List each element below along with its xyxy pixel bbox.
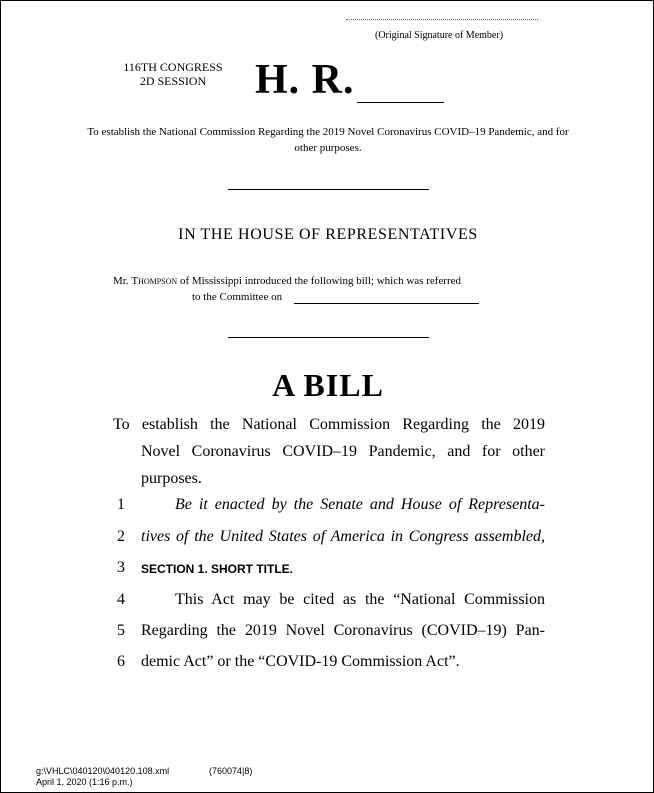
purpose-line-3: purposes. [141, 470, 202, 487]
chamber-heading: IN THE HOUSE OF REPRESENTATIVES [178, 226, 478, 243]
section-text-line-5: Regarding the 2019 Novel Coronavirus (COVID–19) Pan- [141, 622, 545, 639]
bill-number-blank [357, 102, 444, 103]
introduction-line-1 [113, 275, 461, 287]
divider-bottom [228, 337, 429, 338]
line-number: 4 [117, 591, 125, 608]
bill-purpose [113, 411, 545, 492]
bill-type: H. R. [255, 57, 355, 103]
line-number: 3 [117, 559, 125, 576]
section-text-line-4: This Act may be cited as the “National Commission [175, 591, 545, 608]
introduction-line-2: to the Committee on [192, 291, 283, 303]
purpose-line-2: Novel Coronavirus COVID–19 Pandemic, and for other [141, 443, 545, 460]
bill-title: A BILL [272, 367, 384, 403]
footer-date: April 1, 2020 (1:16 p.m.) [36, 777, 133, 787]
footer-document-id: (760074|8) [209, 766, 253, 776]
introduction-prefix: Mr. [113, 275, 132, 287]
section-text-line-6: demic Act” or the “COVID-19 Commission Act”. [141, 653, 460, 670]
line-number: 1 [117, 496, 125, 513]
sponsor-name: Thompson [131, 275, 178, 287]
purpose-line-1: To establish the National Commission Regarding the 2019 [113, 416, 545, 433]
line-number: 2 [117, 528, 125, 545]
divider-top [228, 189, 429, 190]
line-number: 6 [117, 653, 125, 670]
introduction-suffix: of Mississippi introduced the following bill; which was referred [177, 275, 461, 287]
congress-number: 116TH CONGRESS [123, 60, 223, 74]
congress-session-block [111, 60, 235, 88]
committee-blank [294, 303, 479, 304]
signature-label: (Original Signature of Member) [375, 30, 504, 41]
section-heading: SECTION 1. SHORT TITLE. [141, 562, 294, 576]
purpose-summary: To establish the National Commission Regarding the 2019 Novel Coronavirus COVID–19 Pandemic, and for other purposes. [87, 126, 569, 154]
footer-file-path: g:\VHLC\040120\040120.108.xml [36, 766, 170, 776]
signature-line [346, 19, 538, 20]
enacting-clause-line-1: Be it enacted by the Senate and House of Representa- [175, 496, 545, 513]
enacting-clause-line-2: tives of the United States of America in Congress assembled, [141, 528, 545, 545]
session-number: 2D SESSION [139, 74, 207, 88]
line-number: 5 [117, 622, 125, 639]
